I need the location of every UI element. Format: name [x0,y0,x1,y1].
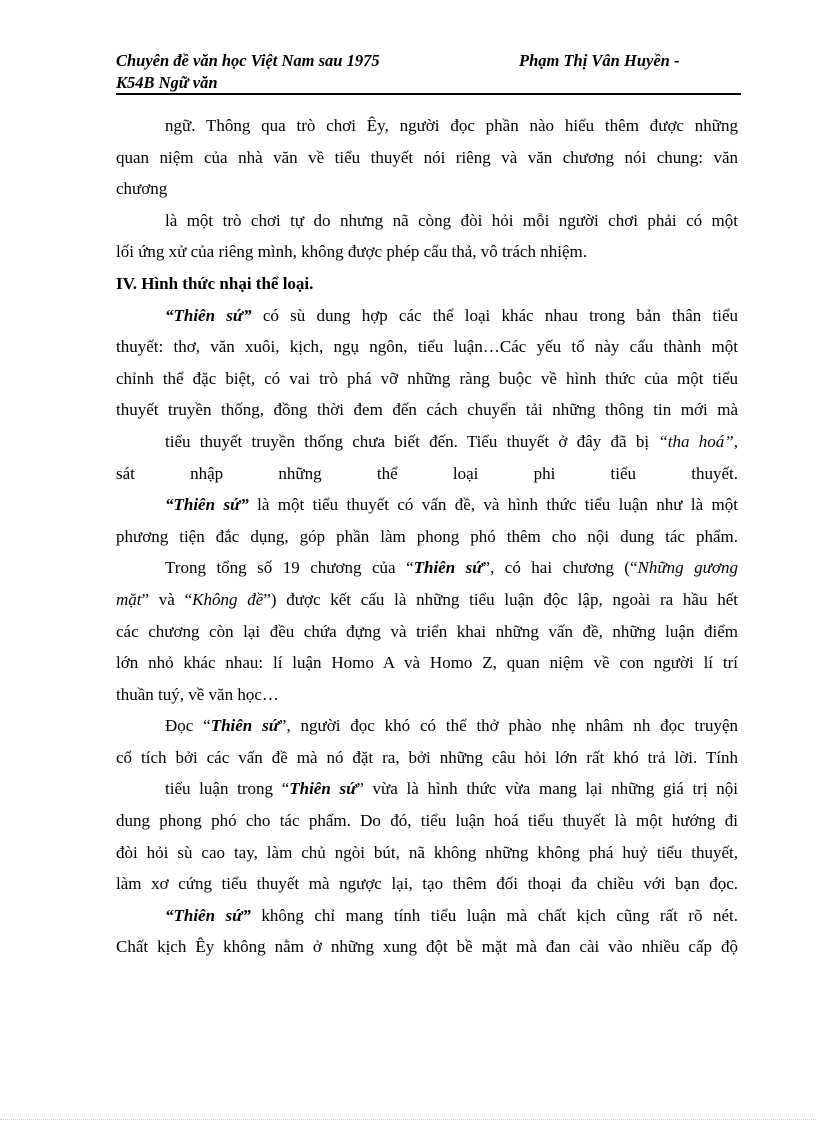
paragraph-line: lớn nhỏ khác nhau: lí luận Homo A và Homo Z, quan niệm về con người lí trí [116,653,738,673]
line-text: không chỉ mang tính tiểu luận mà chất kịch cũng rất rõ nét. [250,905,738,925]
header-divider [116,93,741,95]
work-title: Thiên sứ [289,779,357,799]
work-title: “Thiên sứ” [165,905,251,925]
paragraph-line: chương [116,179,168,199]
paragraph-line [116,900,738,932]
work-title: Thiên sứ [413,558,483,578]
paragraph-line: Chất kịch Êy không nằm ở những xung đột bề mặt mà đan cài vào nhiều cấp độ [116,937,738,957]
header-class: K54B Ngữ văn [116,73,218,92]
italic-term: mặt [116,589,142,609]
paragraph-line: phương tiện đắc dụng, góp phần làm phong phó thêm cho nội dung tác phẩm. [116,526,738,546]
line-text: tiểu luận trong “ [165,779,290,799]
line-text: ”, người đọc khó có thể thở phào nhẹ nhâm nh đọc truyện [278,716,738,736]
paragraph-line: thuyết truyền thống, đồng thời đem đến cách chuyển tải những thông tin mới mà [116,400,738,420]
line-text: Trong tổng số 19 chương của “ [165,558,414,578]
paragraph-line: làm xơ cứng tiểu thuyết mà ngược lại, tạo thêm đối thoại đa chiều với bạn đọc. [116,874,738,894]
paragraph-line: thuyết: thơ, văn xuôi, kịch, ngụ ngôn, tiểu luận…Các yếu tố này cấu thành một [116,337,738,357]
paragraph-line: quan niệm của nhà văn về tiểu thuyết nói riêng và văn chương nói chung: văn [116,147,738,167]
paragraph-line: lối ứng xử của riêng mình, không được phép cẩu thả, vô trách nhiệm. [116,242,587,262]
italic-term: “tha hoá” [658,431,734,451]
paragraph-line: dung phong phó cho tác phẩm. Do đó, tiểu luận hoá tiểu thuyết là một hướng đi [116,811,738,831]
paragraph-line [116,584,738,616]
paragraph-line [116,710,738,742]
line-text: có sù dung hợp các thể loại khác nhau trong bản thân tiểu [251,305,738,325]
paragraph-line [116,489,738,521]
paragraph-line: ngữ. Thông qua trò chơi Êy, người đọc phần nào hiểu thêm được những [165,116,738,135]
paragraph-line [116,552,738,584]
line-text: ”) được kết cấu là những tiểu luận độc lập, ngoài ra hầu hết [263,589,738,609]
page-bottom-border [0,1119,816,1120]
line-text: tiểu thuyết truyền thống chưa biết đến. Tiểu thuyết ở đây đã bị [165,431,659,451]
section-heading: IV. Hình thức nhại thể loại. [116,273,314,293]
paragraph-line: thuần tuý, về văn học… [116,684,279,704]
paragraph-line: các chương còn lại đều chứa đựng và triển khai những vấn đề, những luận điểm [116,621,738,641]
italic-term: Không đề [192,589,264,609]
work-title: “Thiên sứ” [165,495,249,515]
work-title: Thiên sứ [210,716,279,736]
paragraph-line [116,773,738,805]
paragraph-line [116,426,738,458]
paragraph-line: đòi hỏi sù cao tay, làm chủ ngòi bút, nã không những không phá huỷ tiểu thuyết, [116,842,738,862]
paragraph-line: chỉnh thể đặc biệt, có vai trò phá vỡ những ràng buộc về hình thức của một tiểu [116,368,738,388]
italic-term: Những gương [637,558,738,578]
header-author: Phạm Thị Vân Huyền - [519,51,680,70]
line-text: , [733,431,738,451]
line-text: Đọc “ [165,716,211,736]
header-course-title: Chuyên đề văn học Việt Nam sau 1975 [116,51,380,70]
document-body [116,110,738,963]
line-text: ” và “ [141,589,193,609]
line-text: ” vừa là hình thức vừa mang lại những giá trị nội [356,779,738,799]
paragraph-line [116,300,738,332]
line-text: ”, có hai chương (“ [482,558,638,578]
paragraph-line: cổ tích bởi các vấn đề mà nó đặt ra, bởi những câu hỏi lớn rất khó trả lời. Tính [116,747,738,767]
line-text: là một tiểu thuyết có vấn đề, và hình thức tiểu luận như là một [248,495,738,515]
paragraph-line: là một trò chơi tự do nhưng nã còng đòi hỏi mỗi người chơi phải có một [165,210,738,230]
work-title: “Thiên sứ” [165,305,252,325]
paragraph-line: sát nhập những thể loại phi tiểu thuyết. [116,463,738,483]
